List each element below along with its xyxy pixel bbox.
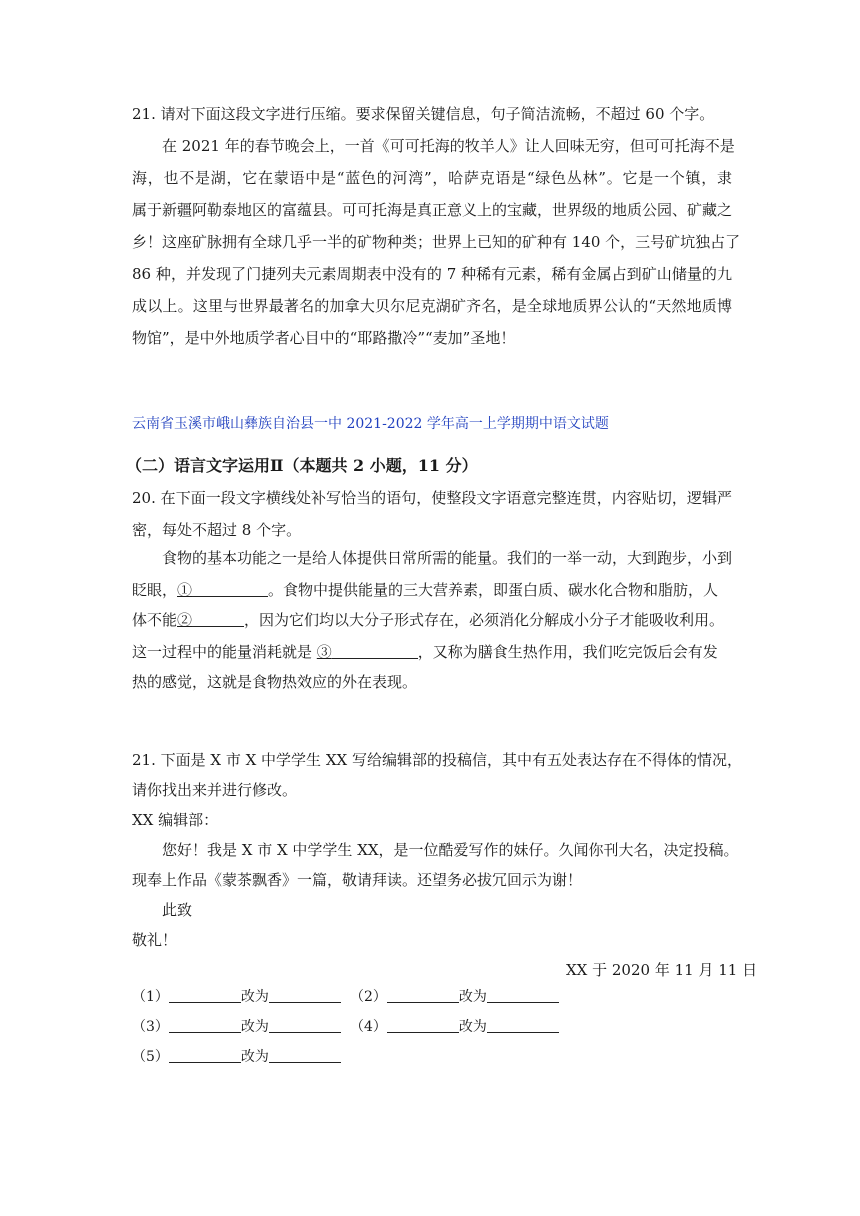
answer-row-5 [132, 1042, 341, 1072]
letter-salutation: XX 编辑部： [132, 811, 219, 829]
q20-passage-line-1: 食物的基本功能之一是给人体提供日常所需的能量。我们的一举一动，大到跑步，小到 [162, 549, 733, 567]
answer-row-3 [132, 1012, 341, 1042]
q20-passage-line-4 [132, 636, 718, 668]
fill-blank-1[interactable] [192, 580, 268, 597]
q21a-line-2: 海，也不是湖，它在蒙语中是“蓝色的河湾”，哈萨克语是“绿色丛林”。它是一个镇，隶 [132, 169, 732, 187]
q20-text-3a: 体不能 [132, 611, 178, 629]
answer-row-2 [350, 982, 559, 1012]
answer-blank-2a[interactable] [387, 986, 459, 1003]
q21a-line-5: 86 种，并发现了门捷列夫元素周期表中没有的 7 种稀有元素，稀有金属占到矿山储量的九 [132, 265, 732, 283]
blank-marker-2: ② [177, 611, 193, 629]
q21a-line-6: 成以上。这里与世界最著名的加拿大贝尔尼克湖矿齐名，是全球地质界公认的“天然地质博 [132, 297, 732, 315]
answer-blank-2b[interactable] [487, 986, 559, 1003]
q20-title-line-2: 密，每处不超过 8 个字。 [132, 521, 302, 539]
change-to-label: 改为 [240, 989, 269, 1005]
q20-text-4a: 这一过程中的能量消耗就是 [132, 643, 317, 661]
q20-text-2a: 眨眼， [132, 581, 178, 599]
q20-passage-line-2 [132, 574, 718, 606]
source-link[interactable]: 云南省玉溪市峨山彝族自治县一中 2021-2022 学年高一上学期期中语文试题 [132, 416, 609, 432]
answer-label-1: （1） [132, 989, 169, 1005]
q21a-line-4: 乡！这座矿脉拥有全球几乎一半的矿物种类；世界上已知的矿种有 140 个，三号矿坑独占了 [132, 233, 741, 251]
letter-closing-1: 此致 [162, 901, 193, 919]
letter-body-line-1: 您好！我是 X 市 X 中学学生 XX，是一位酷爱写作的妹仔。久闻你刊大名，决定投稿。 [162, 841, 739, 859]
letter-signature: XX 于 2020 年 11 月 11 日 [566, 961, 758, 979]
answer-label-2: （2） [350, 989, 387, 1005]
answer-blank-3b[interactable] [269, 1016, 341, 1033]
change-to-label: 改为 [240, 1019, 269, 1035]
q20-title-line-1: 20. 在下面一段文字横线处补写恰当的语句，使整段文字语意完整连贯，内容贴切，逻辑严 [132, 489, 732, 507]
q20-passage-line-5: 热的感觉，这就是食物热效应的外在表现。 [132, 673, 418, 691]
answer-label-3: （3） [132, 1019, 169, 1035]
q20-text-2b: 。食物中提供能量的三大营养素，即蛋白质、碳水化合物和脂肪，人 [268, 581, 719, 599]
answer-blank-4b[interactable] [487, 1016, 559, 1033]
q20-passage-line-3 [132, 604, 724, 636]
letter-closing-2: 敬礼！ [132, 931, 178, 949]
q21b-title-line-2: 请你找出来并进行修改。 [132, 781, 298, 799]
answer-blank-3a[interactable] [169, 1016, 241, 1033]
q21a-line-3: 属于新疆阿勒泰地区的富蕴县。可可托海是真正意义上的宝藏，世界级的地质公园、矿藏之 [132, 201, 733, 219]
blank-marker-3: ③ [316, 643, 332, 661]
q20-text-3b: ，因为它们均以大分子形式存在，必须消化分解成小分子才能吸收利用。 [244, 611, 725, 629]
answer-row-4 [350, 1012, 559, 1042]
change-to-label: 改为 [458, 1019, 487, 1035]
answer-blank-5b[interactable] [269, 1046, 341, 1063]
q21a-line-7: 物馆”，是中外地质学者心目中的“耶路撒冷”“麦加”圣地！ [132, 329, 516, 347]
answer-label-5: （5） [132, 1049, 169, 1065]
answer-blank-5a[interactable] [169, 1046, 241, 1063]
section-heading: （二）语言文字运用Ⅱ（本题共 2 小题，11 分） [126, 456, 478, 475]
fill-blank-3[interactable] [332, 642, 418, 659]
q21a-line-1: 在 2021 年的春节晚会上，一首《可可托海的牧羊人》让人回味无穷，但可可托海不是 [162, 137, 735, 155]
change-to-label: 改为 [458, 989, 487, 1005]
answer-blank-4a[interactable] [387, 1016, 459, 1033]
letter-body-line-2: 现奉上作品《蒙茶飘香》一篇，敬请拜读。还望务必拔冗回示为谢！ [132, 871, 583, 889]
answer-row-1 [132, 982, 341, 1012]
fill-blank-2[interactable] [192, 610, 244, 627]
q21a-title: 21. 请对下面这段文字进行压缩。要求保留关键信息，句子简洁流畅，不超过 60 个字。 [132, 105, 715, 123]
q20-text-4b: ，又称为膳食生热作用，我们吃完饭后会有发 [417, 643, 718, 661]
q21b-title-line-1: 21. 下面是 X 市 X 中学学生 XX 写给编辑部的投稿信，其中有五处表达存在不得体的情况， [132, 751, 742, 769]
blank-marker-1: ① [177, 581, 193, 599]
answer-blank-1b[interactable] [269, 986, 341, 1003]
answer-label-4: （4） [350, 1019, 387, 1035]
answer-blank-1a[interactable] [169, 986, 241, 1003]
change-to-label: 改为 [240, 1049, 269, 1065]
